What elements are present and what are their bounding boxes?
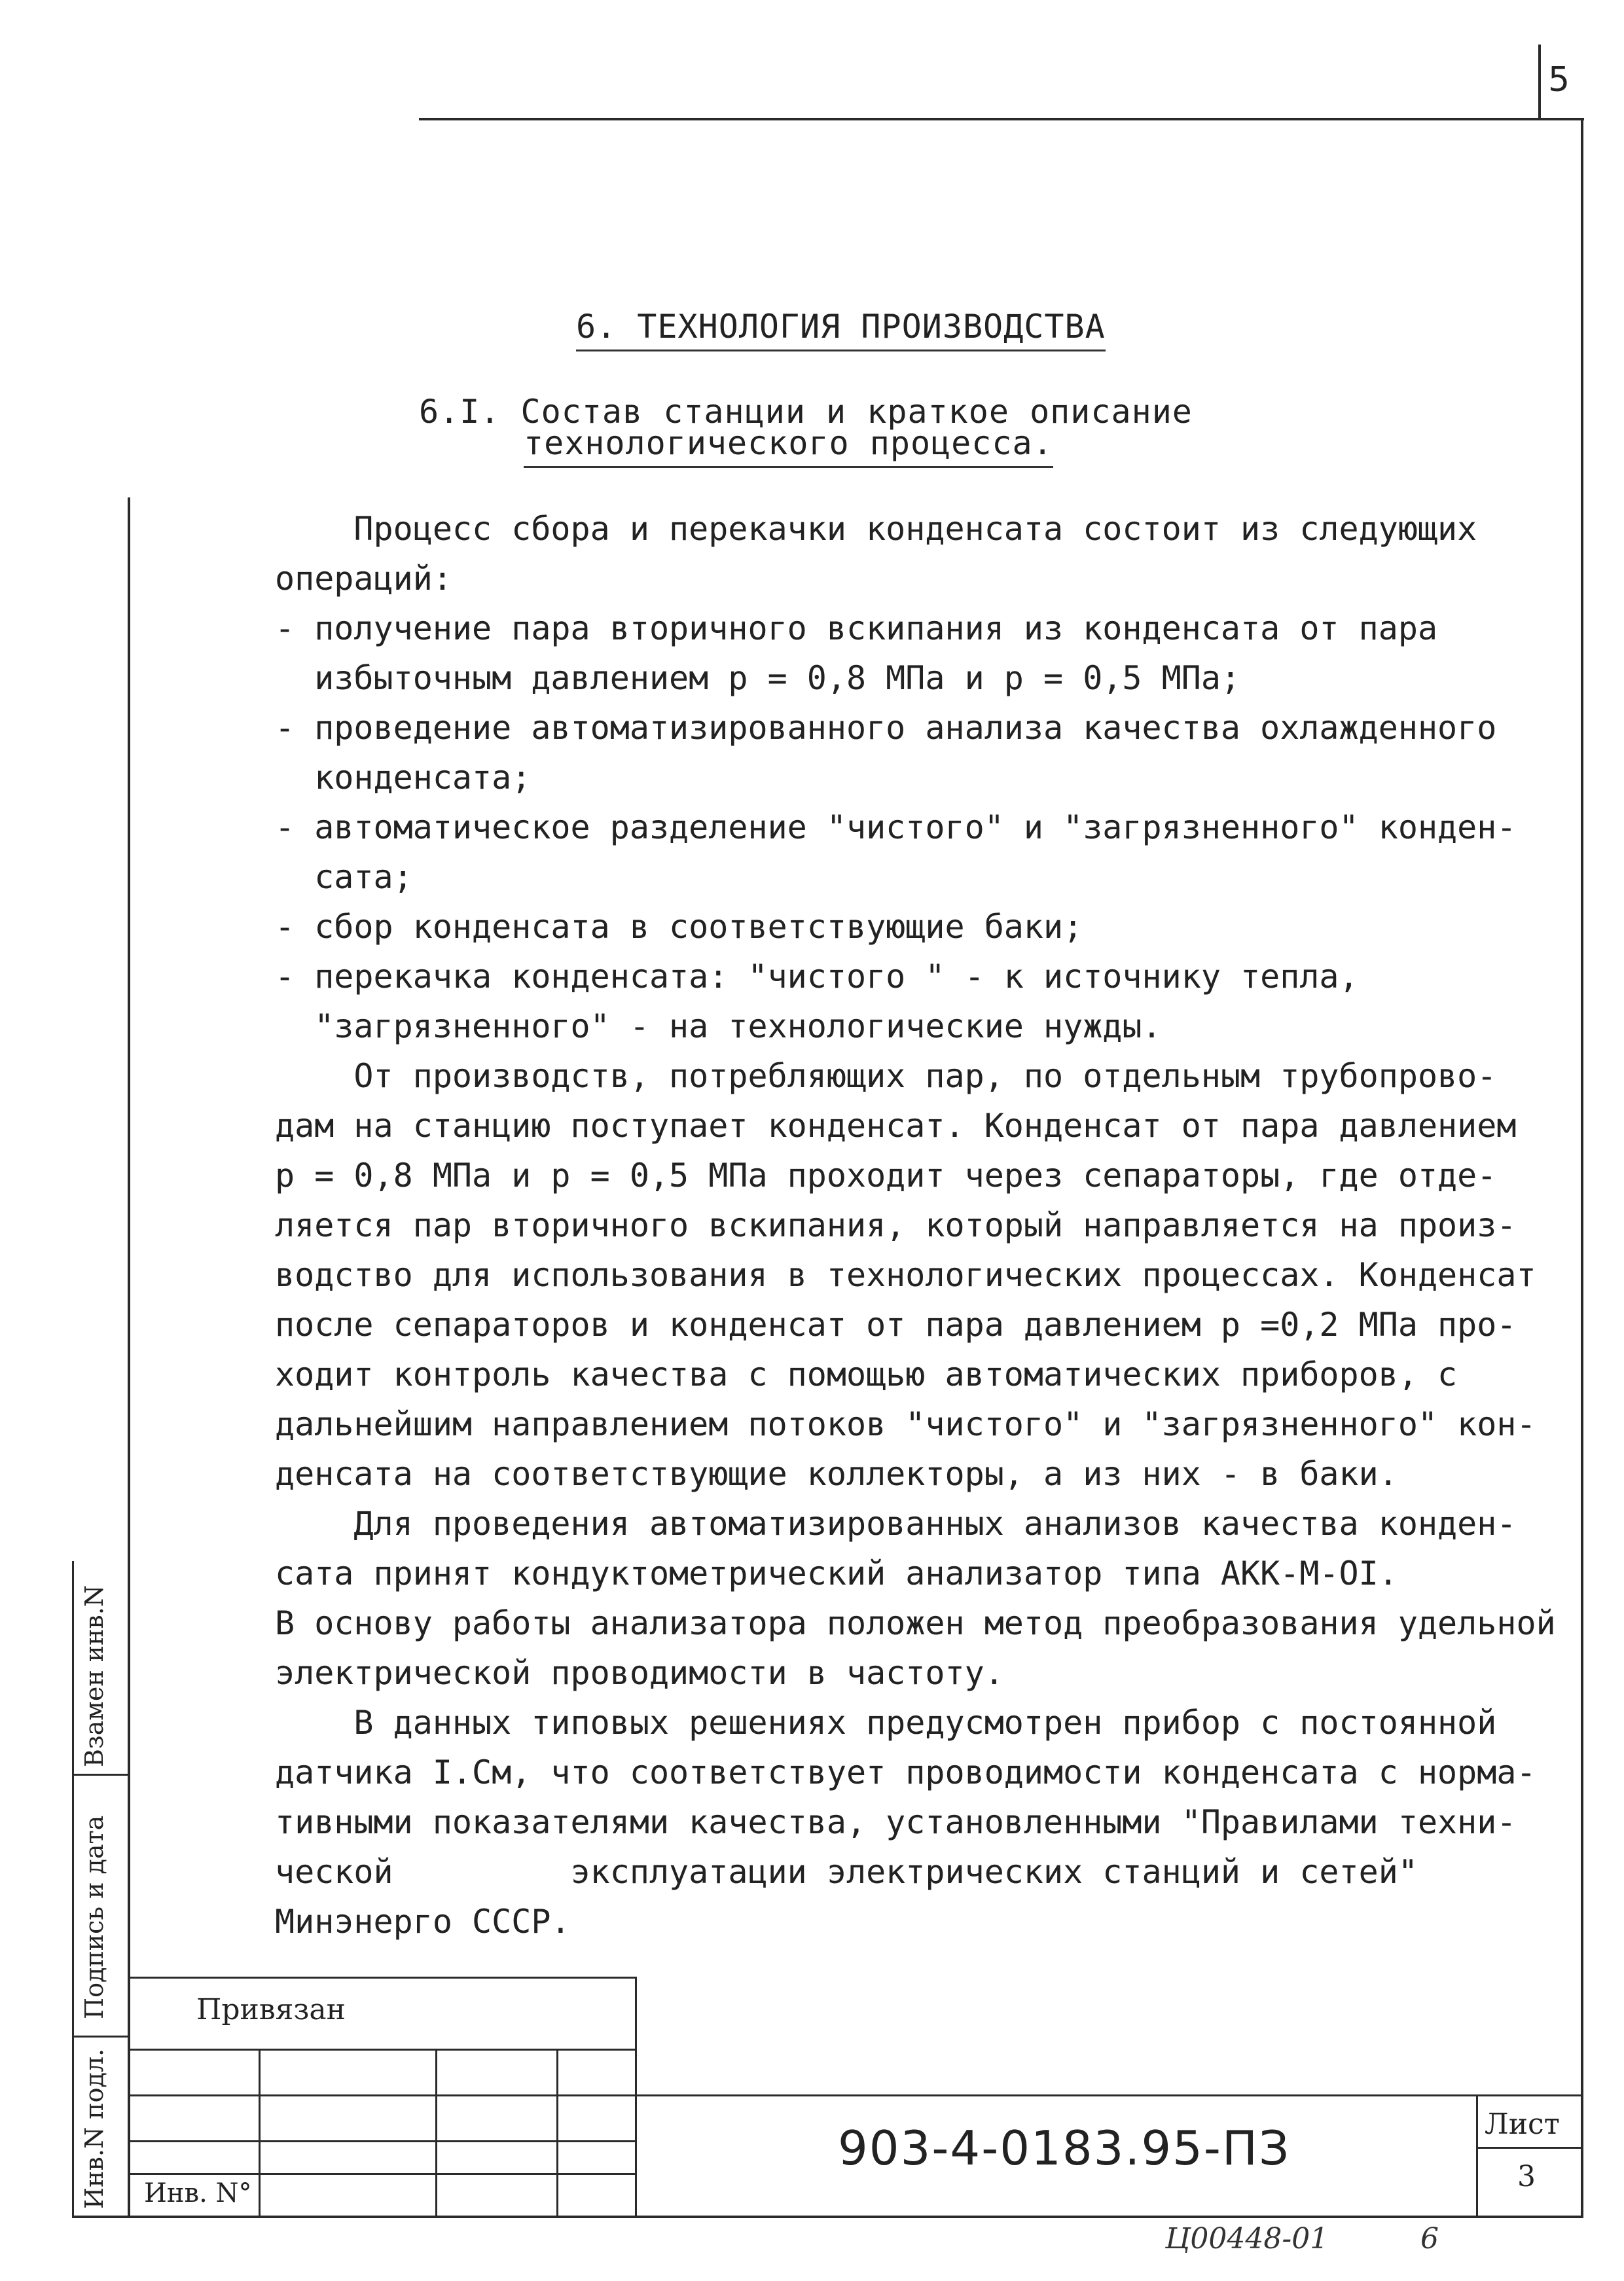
top-rule (419, 118, 1584, 120)
right-border (1581, 118, 1583, 2216)
body-line: ходит контроль качества с помощью автоматических приборов, с (275, 1356, 1458, 1393)
body-line: операций: (275, 560, 452, 598)
side-label-inv-podl: Инв.N подл. (80, 2048, 109, 2209)
body-line: сата принят кондуктометрический анализатор типа АКК-М-ОI. (275, 1554, 1398, 1592)
stamp-col3 (556, 2049, 558, 2216)
side-strip-div1 (72, 1774, 130, 1776)
body-line: Минэнерго СССР. (275, 1903, 571, 1941)
subsection-title-line2-text: технологического процесса. (524, 424, 1053, 468)
stamp-inv-no: Инв. N° (144, 2178, 252, 2208)
body-line: В основу работы анализатора положен метод преобразования удельной (275, 1604, 1556, 1642)
body-line: водство для использования в технологических процессах. Конденсат (275, 1256, 1536, 1294)
body-line: электрической проводимости в частоту. (275, 1654, 1004, 1692)
document-code: 903-4-0183.95-ПЗ (838, 2121, 1291, 2176)
body-line: - автоматическое разделение "чистого" и "загрязненного" конден- (275, 808, 1517, 846)
stamp-col1 (259, 2049, 261, 2216)
page-number-box-left (1538, 45, 1541, 120)
body-line: после сепараторов и конденсат от пара давлением р =0,2 МПа про- (275, 1306, 1517, 1344)
body-line: От производств, потребляющих пар, по отдельным трубопрово- (275, 1057, 1497, 1095)
body-line: - получение пара вторичного вскипания из конденсата от пара (275, 609, 1438, 647)
subsection-title-line2 (524, 424, 1053, 462)
stamp-col2 (435, 2049, 437, 2216)
body-line: - сбор конденсата в соответствующие баки; (275, 908, 1083, 946)
body-line: избыточным давлением р = 0,8 МПа и р = 0,5 МПа; (275, 659, 1241, 697)
body-line: - проведение автоматизированного анализа качества охлажденного (275, 709, 1497, 747)
section-title (576, 308, 1106, 346)
bottom-border (72, 2216, 1583, 2218)
body-line: конденсата; (275, 759, 532, 797)
side-strip-div2 (72, 2036, 130, 2038)
stamp-row1 (128, 2049, 635, 2051)
stamp-row4 (128, 2173, 635, 2175)
body-line: датчика I.См, что соответствует проводимости конденсата с норма- (275, 1753, 1536, 1791)
stamp-privyazan: Привязан (196, 1993, 346, 2026)
stamp-sheet-mid (1476, 2147, 1582, 2149)
body-line: ческой эксплуатации электрических станций и сетей" (275, 1853, 1418, 1891)
body-line: Для проведения автоматизированных анализов качества конден- (275, 1505, 1517, 1543)
body-line: сата; (275, 858, 413, 896)
archive-code: Ц00448-01 (1165, 2222, 1329, 2255)
side-strip-outer (72, 1561, 74, 2216)
body-line: тивными показателями качества, установленными "Правилами техни- (275, 1803, 1517, 1841)
stamp-row3 (128, 2140, 635, 2142)
body-line: денсата на соответствующие коллекторы, а из них - в баки. (275, 1455, 1398, 1493)
stamp-main-top (128, 2094, 1582, 2096)
body-text (275, 504, 1578, 1947)
section-title-text: 6. ТЕХНОЛОГИЯ ПРОИЗВОДСТВА (576, 308, 1106, 351)
body-line: дальнейшим направлением потоков "чистого" и "загрязненного" кон- (275, 1405, 1536, 1443)
sheet-number: 3 (1517, 2160, 1536, 2193)
sheet-label: Лист (1485, 2108, 1561, 2141)
body-line: р = 0,8 МПа и р = 0,5 МПа проходит через сепараторы, где отде- (275, 1157, 1497, 1194)
body-line: Процесс сбора и перекачки конденсата состоит из следующих (275, 510, 1477, 548)
side-label-vzamen: Взамен инв.N (80, 1585, 109, 1767)
body-line: "загрязненного" - на технологические нужды. (275, 1007, 1162, 1045)
body-line: В данных типовых решениях предусмотрен прибор с постоянной (275, 1704, 1497, 1742)
archive-number: 6 (1420, 2222, 1439, 2255)
body-line: - перекачка конденсата: "чистого " - к источнику тепла, (275, 958, 1359, 996)
stamp-top-left (128, 1977, 635, 1979)
page-number: 5 (1548, 60, 1570, 99)
side-label-podpis: Подпись и дата (80, 1815, 109, 2019)
body-line: ляется пар вторичного вскипания, который направляется на произ- (275, 1206, 1517, 1244)
stamp-sheet-left (1476, 2094, 1478, 2216)
body-line: дам на станцию поступает конденсат. Конденсат от пара давлением (275, 1107, 1517, 1145)
subsection-title-line1: 6.I. Состав станции и краткое описание (419, 393, 1193, 431)
left-border (128, 497, 130, 2216)
